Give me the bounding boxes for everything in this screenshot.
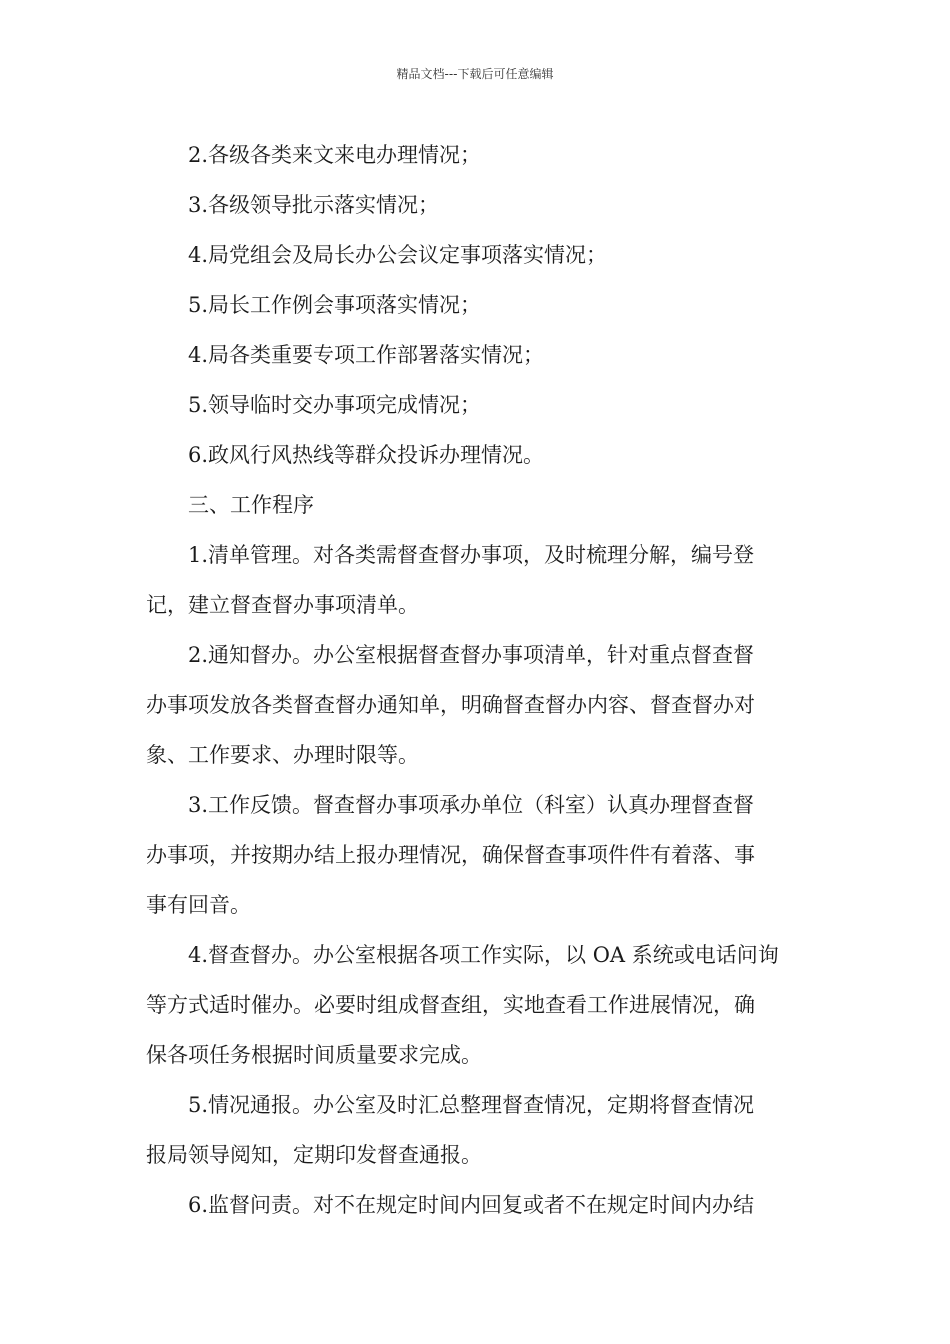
paragraph-line: 保各项任务根据时间质量要求完成。 bbox=[146, 1043, 482, 1067]
list-item-special-work: 4.局各类重要专项工作部署落实情况； bbox=[188, 343, 545, 367]
list-item-party-meeting-matters: 4.局党组会及局长办公会议定事项落实情况； bbox=[188, 243, 608, 267]
paragraph-line: 办事项发放各类督查督办通知单，明确督查督办内容、督查督办对 bbox=[146, 693, 755, 717]
paragraph-line: 4.督查督办。办公室根据各项工作实际，以 OA 系统或电话问询 bbox=[188, 943, 779, 967]
section-heading-work-procedure: 三、工作程序 bbox=[188, 493, 314, 517]
paragraph-line: 2.通知督办。办公室根据督查督办事项清单，针对重点督查督 bbox=[188, 643, 755, 667]
list-item-hotline-complaints: 6.政风行风热线等群众投诉办理情况。 bbox=[188, 443, 545, 467]
page-header: 精品文档---下载后可任意编辑 bbox=[396, 67, 554, 81]
paragraph-line: 办事项，并按期办结上报办理情况，确保督查事项件件有着落、事 bbox=[146, 843, 755, 867]
list-item-director-meeting-matters: 5.局长工作例会事项落实情况； bbox=[188, 293, 482, 317]
list-item-temporary-assignments: 5.领导临时交办事项完成情况； bbox=[188, 393, 482, 417]
paragraph-line: 等方式适时催办。必要时组成督查组，实地查看工作进展情况，确 bbox=[146, 993, 755, 1017]
paragraph-line: 1.清单管理。对各类需督查督办事项，及时梳理分解，编号登 bbox=[188, 543, 755, 567]
paragraph-line: 事有回音。 bbox=[146, 893, 251, 917]
document-body bbox=[146, 130, 810, 1230]
paragraph-line: 象、工作要求、办理时限等。 bbox=[146, 743, 419, 767]
paragraph-line: 6.监督问责。对不在规定时间内回复或者不在规定时间内办结 bbox=[188, 1193, 755, 1217]
list-item-leader-instructions: 3.各级领导批示落实情况； bbox=[188, 193, 440, 217]
paragraph-line: 报局领导阅知，定期印发督查通报。 bbox=[146, 1143, 482, 1167]
paragraph-line: 5.情况通报。办公室及时汇总整理督查情况，定期将督查情况 bbox=[188, 1093, 755, 1117]
paragraph-line: 记，建立督查督办事项清单。 bbox=[146, 593, 419, 617]
list-item-incoming-documents: 2.各级各类来文来电办理情况； bbox=[188, 143, 482, 167]
paragraph-line: 3.工作反馈。督查督办事项承办单位（科室）认真办理督查督 bbox=[188, 793, 755, 817]
